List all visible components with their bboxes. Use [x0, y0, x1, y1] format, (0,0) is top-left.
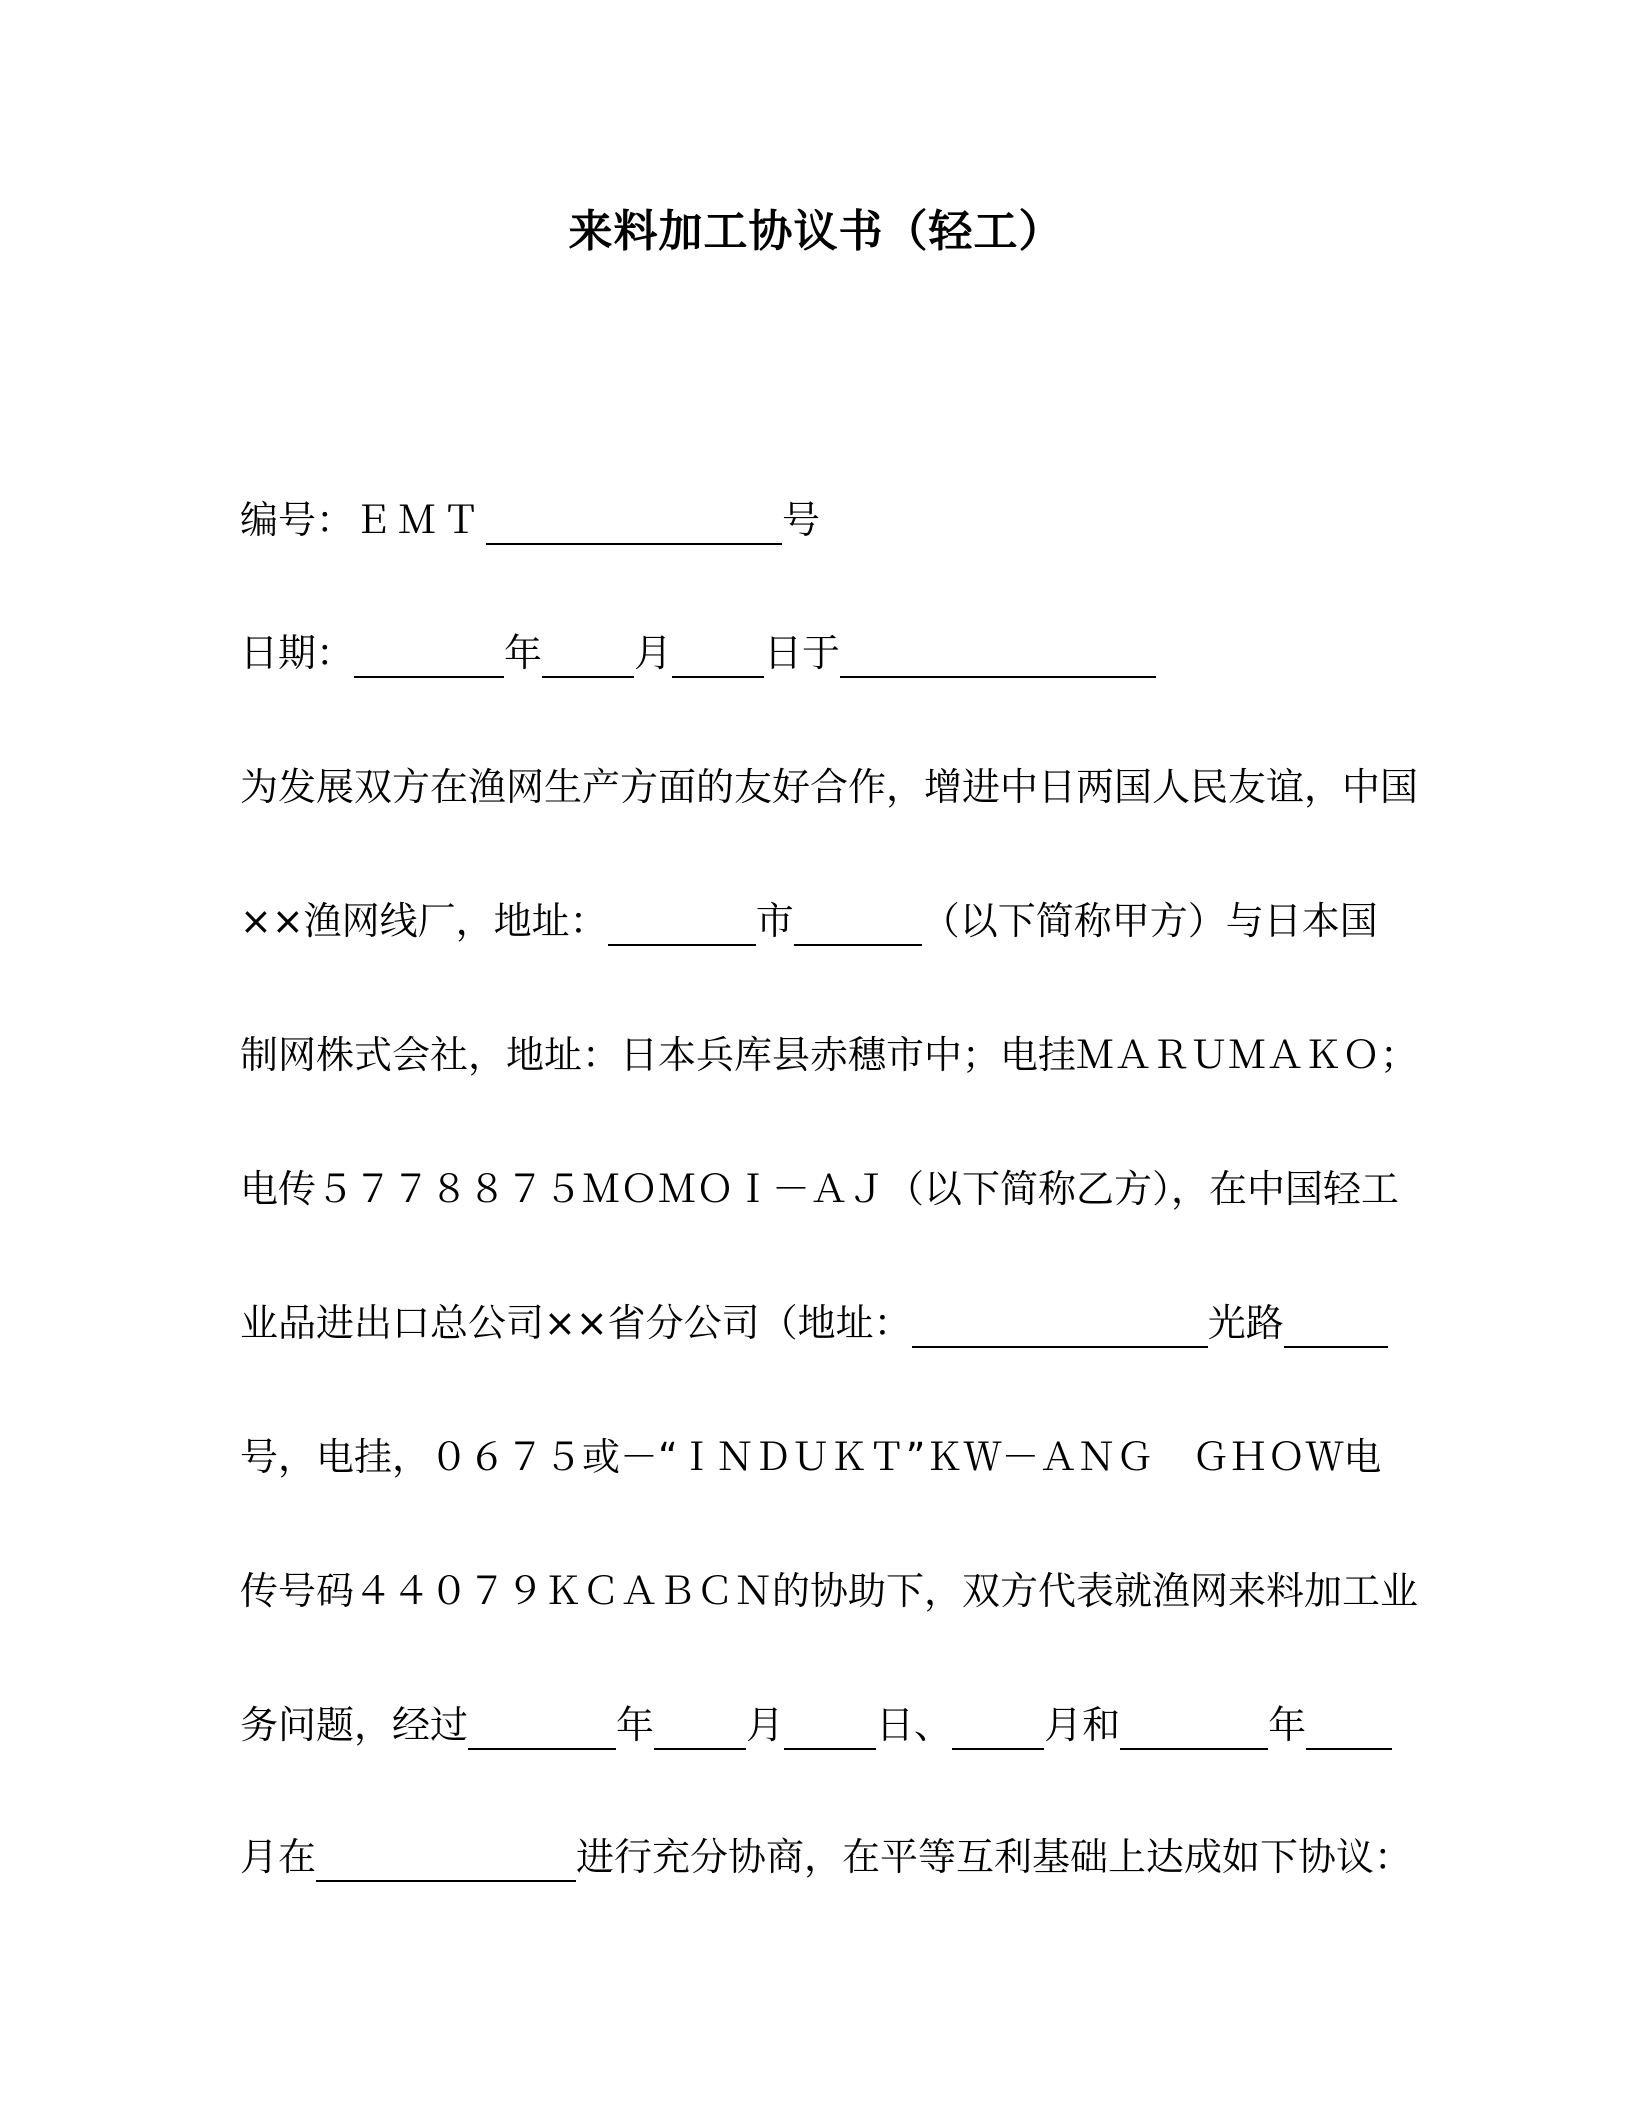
month-at-label: 月在 [240, 1835, 317, 1879]
body-text: 制网株式会社，地址：日本兵库县赤穗市中；电挂ＭＡＲＵＭＡＫＯ； [240, 1033, 1419, 1077]
serial-suffix: 号 [782, 498, 821, 542]
body-text: 务问题，经过 [240, 1703, 469, 1747]
month-blank [952, 1704, 1044, 1750]
party-a-text: ××渔网线厂，地址： [240, 899, 608, 943]
date-label: 日期： [240, 631, 355, 675]
road-label: 光路 [1207, 1301, 1284, 1345]
serial-label: 编号： [240, 498, 355, 542]
location-blank [316, 1836, 576, 1882]
month-label: 月 [634, 631, 673, 675]
date-line [240, 628, 1156, 678]
address-blank [794, 900, 922, 946]
year-blank [468, 1704, 616, 1750]
body-text: 业品进出口总公司××省分公司（地址： [240, 1301, 912, 1345]
day-blank [784, 1704, 876, 1750]
month-blank [654, 1704, 746, 1750]
year-blank [1120, 1704, 1268, 1750]
body-line-11 [240, 1832, 1412, 1882]
document-title: 来料加工协议书（轻工） [568, 206, 1064, 257]
month-blank [542, 632, 634, 678]
body-line-8 [240, 1432, 1381, 1482]
month-blank [1306, 1704, 1392, 1750]
serial-number-line [240, 495, 820, 545]
body-line-3 [240, 762, 1418, 812]
year-label: 年 [616, 1703, 655, 1747]
month-label: 月 [746, 1703, 785, 1747]
city-blank [608, 900, 756, 946]
body-line-5 [240, 1030, 1418, 1080]
body-line-7 [240, 1298, 1388, 1348]
day-at-label: 日于 [764, 631, 841, 675]
road-blank [912, 1302, 1208, 1348]
body-text: 号，电挂，０６７５或－“ＩＮＤＵＫＴ”ＫＷ－ＡＮＧ ＧＨＯＷ电 [240, 1435, 1382, 1479]
body-line-4 [240, 896, 1378, 946]
day-label: 日、 [876, 1703, 953, 1747]
serial-prefix: ＥＭＴ [354, 498, 487, 542]
year-blank [354, 632, 504, 678]
body-text: 电传５７７８８７５ＭＯＭＯＩ－ＡＪ（以下简称乙方），在中国轻工 [240, 1167, 1400, 1211]
city-label: 市 [755, 899, 794, 943]
body-line-6 [240, 1164, 1399, 1214]
body-text: 进行充分协商，在平等互利基础上达成如下协议： [576, 1835, 1413, 1879]
year-label: 年 [1268, 1703, 1307, 1747]
place-blank [840, 632, 1156, 678]
day-blank [672, 632, 764, 678]
month-and-label: 月和 [1044, 1703, 1121, 1747]
body-line-9 [240, 1566, 1418, 1616]
party-b-text: （以下简称甲方）与日本国 [921, 899, 1378, 943]
body-text: 传号码４４０７９ＫＣＡＢＣＮ的协助下，双方代表就渔网来料加工业 [240, 1569, 1419, 1613]
body-text: 为发展双方在渔网生产方面的友好合作，增进中日两国人民友谊，中国 [240, 765, 1419, 809]
serial-blank [486, 499, 782, 545]
number-blank [1284, 1302, 1388, 1348]
body-line-10 [240, 1700, 1392, 1750]
year-label: 年 [504, 631, 543, 675]
